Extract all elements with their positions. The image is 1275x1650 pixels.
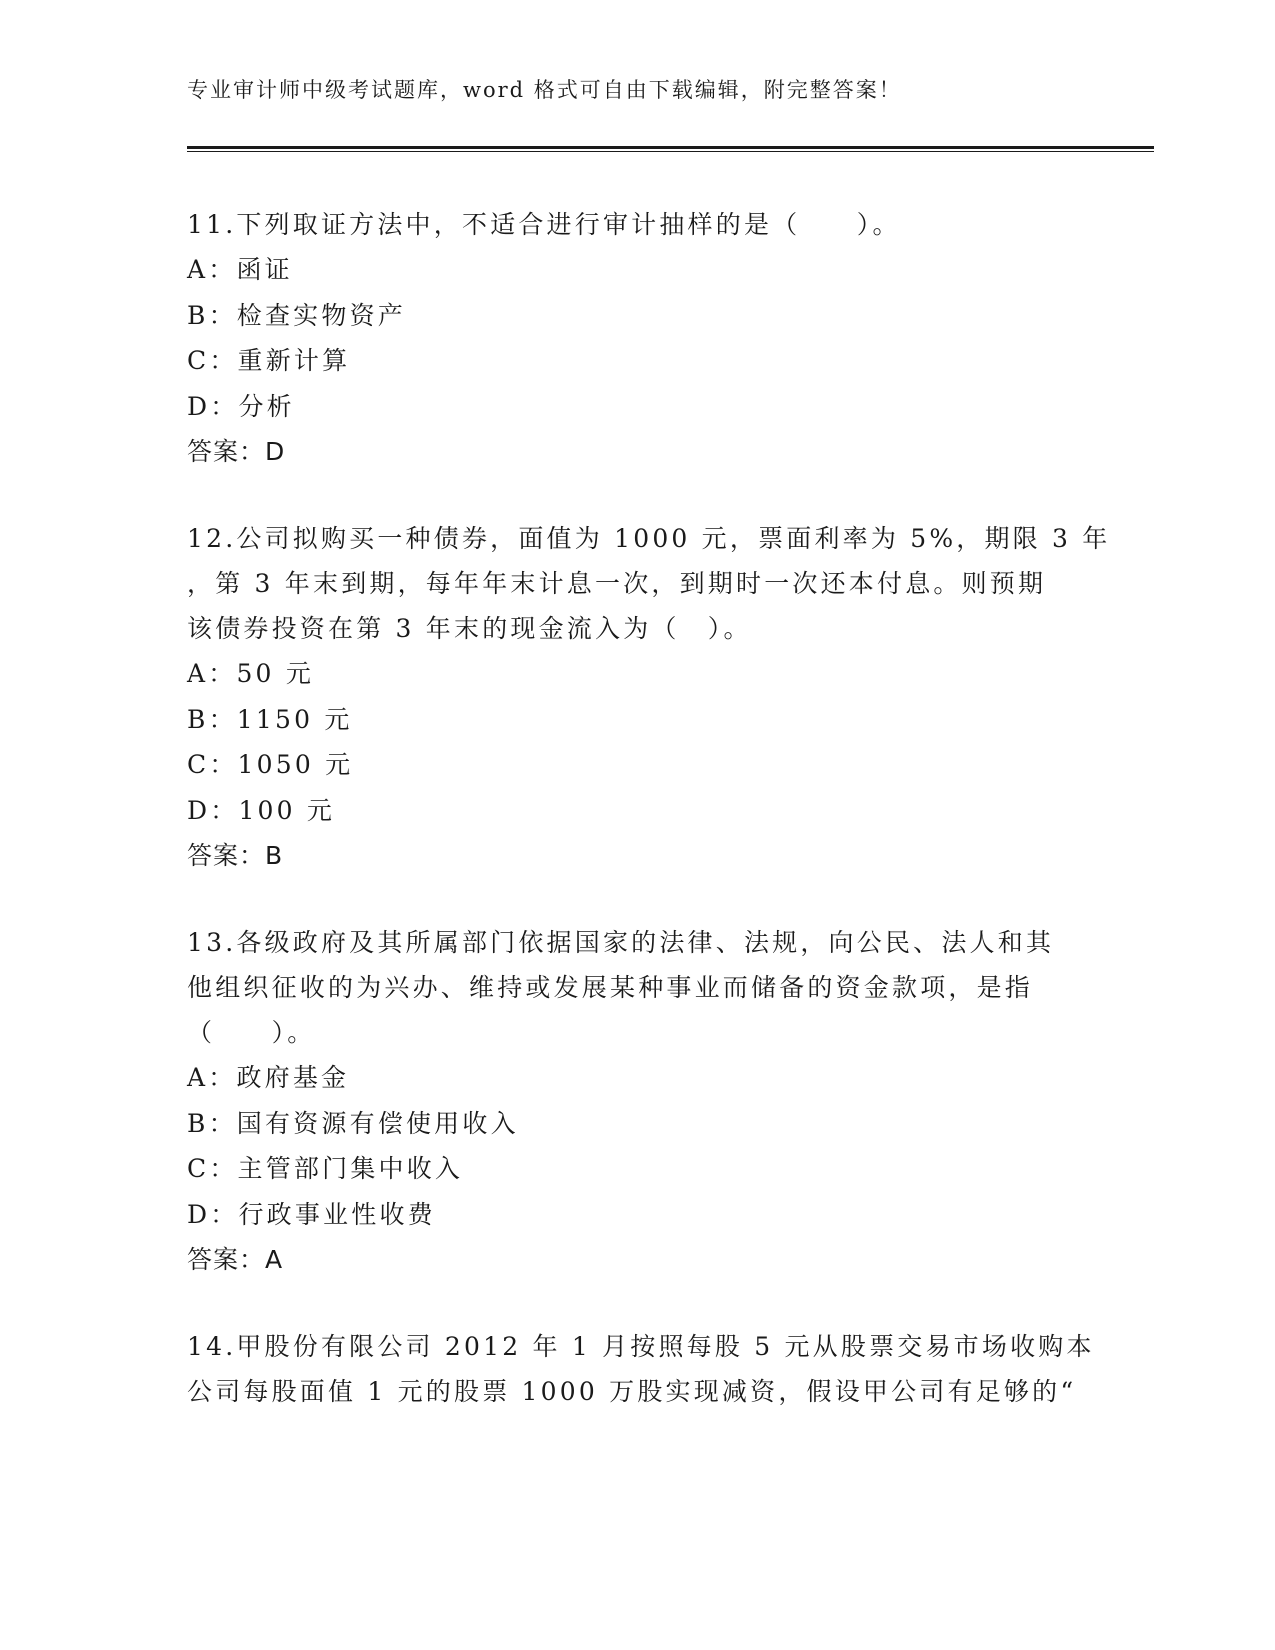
question-line: 12.公司拟购买一种债券，面值为 1000 元，票面利率为 5%，期限 3 年 [187, 524, 1111, 553]
question-line: 他组织征收的为兴办、维持或发展某种事业而储备的资金款项，是指 [187, 973, 1034, 1002]
header-divider [187, 146, 1154, 149]
page-header-text: 专业审计师中级考试题库，word 格式可自由下载编辑，附完整答案！ [187, 78, 902, 102]
question-text [187, 1324, 1095, 1414]
question-line: （ ）。 [187, 1018, 316, 1047]
option-d: D：100 元 [187, 795, 336, 825]
option-c: C：1050 元 [187, 750, 354, 779]
answer-text: 答案：D [187, 437, 286, 466]
question-line: 14.甲股份有限公司 2012 年 1 月按照每股 5 元从股票交易市场收购本 [187, 1332, 1095, 1361]
answer-text: 答案：B [187, 841, 284, 870]
option-a: A：政府基金 [187, 1063, 350, 1092]
option-d: D：行政事业性收费 [187, 1199, 436, 1229]
question-text [187, 516, 1111, 651]
question-14 [187, 1324, 1095, 1414]
question-line: 11.下列取证方法中，不适合进行审计抽样的是（ ）。 [187, 210, 901, 239]
option-c: C：重新计算 [187, 346, 351, 375]
question-13 [187, 920, 1087, 1283]
option-b: B：1150 元 [187, 704, 353, 734]
question-line: 该债券投资在第 3 年末的现金流入为（ ）。 [187, 614, 752, 643]
question-text [187, 202, 1087, 247]
question-line: ，第 3 年末到期，每年年末计息一次，到期时一次还本付息。则预期 [187, 569, 1047, 598]
question-12 [187, 516, 1111, 879]
option-a: A：50 元 [187, 659, 315, 688]
option-b: B：检查实物资产 [187, 300, 406, 330]
option-a: A：函证 [187, 255, 293, 284]
question-line: 13.各级政府及其所属部门依据国家的法律、法规，向公民、法人和其 [187, 928, 1055, 957]
question-11 [187, 202, 1087, 475]
answer-text: 答案：A [187, 1245, 284, 1274]
question-list [187, 202, 1111, 1414]
question-text [187, 920, 1087, 1055]
option-c: C：主管部门集中收入 [187, 1154, 464, 1183]
option-b: B：国有资源有偿使用收入 [187, 1108, 519, 1138]
question-line: 公司每股面值 1 元的股票 1000 万股实现减资，假设甲公司有足够的“ [187, 1377, 1077, 1406]
header-divider-thin [187, 151, 1154, 152]
option-d: D：分析 [187, 391, 295, 421]
